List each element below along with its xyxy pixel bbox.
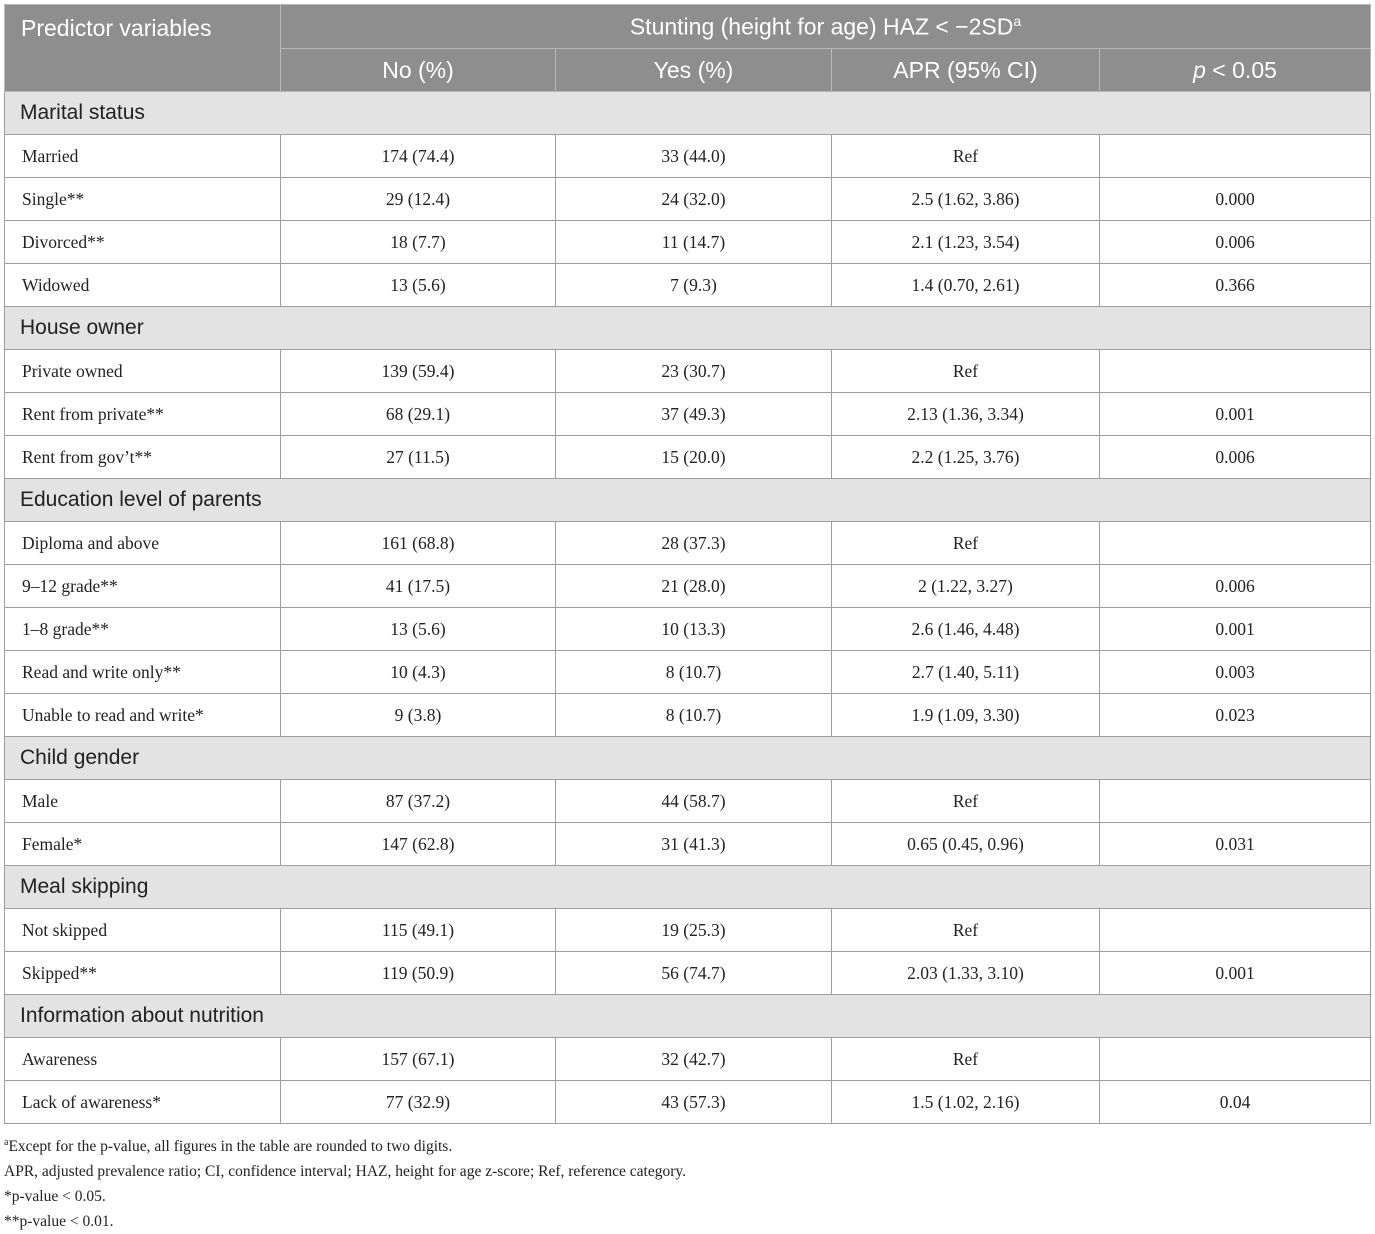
- table-row: [5, 565, 1371, 608]
- cell-p-value: 0.023: [1100, 694, 1371, 737]
- header-yes-label: Yes (%): [653, 56, 734, 83]
- cell-apr: Ref: [832, 1038, 1100, 1081]
- cell-yes-percent: 23 (30.7): [556, 350, 832, 393]
- cell-yes-percent: 15 (20.0): [556, 436, 832, 479]
- cell-apr: 2.03 (1.33, 3.10): [832, 952, 1100, 995]
- cell-yes-percent: 11 (14.7): [556, 221, 832, 264]
- table-row: [5, 823, 1371, 866]
- table-footnotes: [4, 1130, 1370, 1234]
- section-row: [5, 737, 1371, 780]
- cell-yes-percent: 56 (74.7): [556, 952, 832, 995]
- cell-no-percent: 27 (11.5): [281, 436, 556, 479]
- table-row: [5, 651, 1371, 694]
- cell-apr: 1.9 (1.09, 3.30): [832, 694, 1100, 737]
- row-label: Male: [5, 780, 281, 823]
- row-label: Widowed: [5, 264, 281, 307]
- cell-yes-percent: 24 (32.0): [556, 178, 832, 221]
- cell-apr: 0.65 (0.45, 0.96): [832, 823, 1100, 866]
- table-row: [5, 264, 1371, 307]
- header-no-label: No (%): [382, 56, 454, 83]
- section-row: [5, 92, 1371, 135]
- footnote-double-star: **p-value < 0.01.: [4, 1213, 114, 1231]
- row-label: Read and write only**: [5, 651, 281, 694]
- cell-yes-percent: 8 (10.7): [556, 694, 832, 737]
- table-row: [5, 135, 1371, 178]
- cell-no-percent: 68 (29.1): [281, 393, 556, 436]
- row-label: Divorced**: [5, 221, 281, 264]
- cell-apr: 2.1 (1.23, 3.54): [832, 221, 1100, 264]
- row-label: Rent from private**: [5, 393, 281, 436]
- row-label: Lack of awareness*: [5, 1081, 281, 1124]
- row-label: Married: [5, 135, 281, 178]
- cell-no-percent: 29 (12.4): [281, 178, 556, 221]
- stunting-predictor-table: [4, 4, 1371, 1124]
- cell-no-percent: 77 (32.9): [281, 1081, 556, 1124]
- row-label: Not skipped: [5, 909, 281, 952]
- footnote-single-star: *p-value < 0.05.: [4, 1188, 106, 1206]
- row-label: Private owned: [5, 350, 281, 393]
- table-row: [5, 436, 1371, 479]
- section-title: Meal skipping: [5, 866, 1371, 909]
- cell-p-value: 0.031: [1100, 823, 1371, 866]
- row-label: Single**: [5, 178, 281, 221]
- cell-apr: Ref: [832, 350, 1100, 393]
- cell-no-percent: 119 (50.9): [281, 952, 556, 995]
- cell-yes-percent: 8 (10.7): [556, 651, 832, 694]
- cell-p-value: 0.04: [1100, 1081, 1371, 1124]
- table-row: [5, 780, 1371, 823]
- table-row: [5, 350, 1371, 393]
- cell-no-percent: 18 (7.7): [281, 221, 556, 264]
- cell-apr: Ref: [832, 522, 1100, 565]
- row-label: Unable to read and write*: [5, 694, 281, 737]
- section-title: Information about nutrition: [5, 995, 1371, 1038]
- cell-apr: 2.5 (1.62, 3.86): [832, 178, 1100, 221]
- table-row: [5, 1038, 1371, 1081]
- cell-apr: 2.6 (1.46, 4.48): [832, 608, 1100, 651]
- footnote-a-mark: a: [4, 1137, 9, 1148]
- section-title: Education level of parents: [5, 479, 1371, 522]
- cell-p-value: 0.001: [1100, 608, 1371, 651]
- header-p-italic: p: [1193, 56, 1206, 83]
- footnote-a-text: Except for the p-value, all figures in the table are rounded to two digits.: [8, 1138, 453, 1156]
- cell-apr: Ref: [832, 780, 1100, 823]
- table-header: [5, 5, 1371, 92]
- section-row: [5, 307, 1371, 350]
- cell-no-percent: 13 (5.6): [281, 608, 556, 651]
- cell-yes-percent: 32 (42.7): [556, 1038, 832, 1081]
- header-predictor-variables: [5, 5, 281, 92]
- cell-yes-percent: 21 (28.0): [556, 565, 832, 608]
- cell-no-percent: 10 (4.3): [281, 651, 556, 694]
- cell-no-percent: 147 (62.8): [281, 823, 556, 866]
- cell-p-value: [1100, 909, 1371, 952]
- cell-yes-percent: 31 (41.3): [556, 823, 832, 866]
- cell-apr: 2.13 (1.36, 3.34): [832, 393, 1100, 436]
- table-row: [5, 1081, 1371, 1124]
- cell-no-percent: 87 (37.2): [281, 780, 556, 823]
- cell-no-percent: 161 (68.8): [281, 522, 556, 565]
- cell-apr: 2 (1.22, 3.27): [832, 565, 1100, 608]
- section-row: [5, 866, 1371, 909]
- cell-p-value: [1100, 1038, 1371, 1081]
- table-row: [5, 178, 1371, 221]
- section-row: [5, 995, 1371, 1038]
- cell-p-value: 0.000: [1100, 178, 1371, 221]
- row-label: Awareness: [5, 1038, 281, 1081]
- header-p-value: [1100, 49, 1371, 92]
- footnote-a: [4, 1130, 1370, 1159]
- footnote-abbreviations: APR, adjusted prevalence ratio; CI, confidence interval; HAZ, height for age z-score; Ref, reference category.: [4, 1163, 686, 1181]
- table-row: [5, 952, 1371, 995]
- row-label: Rent from gov’t**: [5, 436, 281, 479]
- header-stunting-footnote-mark: a: [1013, 12, 1022, 29]
- cell-apr: Ref: [832, 909, 1100, 952]
- header-apr-label: APR (95% CI): [893, 56, 1038, 83]
- row-label: Female*: [5, 823, 281, 866]
- header-p-rest: < 0.05: [1205, 56, 1277, 83]
- cell-p-value: 0.006: [1100, 436, 1371, 479]
- cell-apr: 2.7 (1.40, 5.11): [832, 651, 1100, 694]
- cell-p-value: [1100, 135, 1371, 178]
- cell-no-percent: 157 (67.1): [281, 1038, 556, 1081]
- table-row: [5, 694, 1371, 737]
- header-stunting-group: [281, 5, 1371, 49]
- table-row: [5, 393, 1371, 436]
- table-row: [5, 909, 1371, 952]
- cell-no-percent: 174 (74.4): [281, 135, 556, 178]
- cell-p-value: 0.001: [1100, 952, 1371, 995]
- cell-apr: 2.2 (1.25, 3.76): [832, 436, 1100, 479]
- section-row: [5, 479, 1371, 522]
- table-row: [5, 221, 1371, 264]
- cell-p-value: 0.006: [1100, 565, 1371, 608]
- cell-yes-percent: 28 (37.3): [556, 522, 832, 565]
- cell-p-value: [1100, 522, 1371, 565]
- cell-no-percent: 115 (49.1): [281, 909, 556, 952]
- cell-yes-percent: 43 (57.3): [556, 1081, 832, 1124]
- table-row: [5, 522, 1371, 565]
- cell-no-percent: 41 (17.5): [281, 565, 556, 608]
- cell-no-percent: 13 (5.6): [281, 264, 556, 307]
- cell-p-value: 0.003: [1100, 651, 1371, 694]
- cell-apr: Ref: [832, 135, 1100, 178]
- section-title: Child gender: [5, 737, 1371, 780]
- cell-p-value: 0.001: [1100, 393, 1371, 436]
- table-row: [5, 608, 1371, 651]
- row-label: 1–8 grade**: [5, 608, 281, 651]
- cell-apr: 1.5 (1.02, 2.16): [832, 1081, 1100, 1124]
- header-yes: [556, 49, 832, 92]
- cell-yes-percent: 33 (44.0): [556, 135, 832, 178]
- cell-no-percent: 9 (3.8): [281, 694, 556, 737]
- cell-apr: 1.4 (0.70, 2.61): [832, 264, 1100, 307]
- header-predictor-label: Predictor variables: [21, 15, 212, 41]
- cell-yes-percent: 7 (9.3): [556, 264, 832, 307]
- cell-yes-percent: 37 (49.3): [556, 393, 832, 436]
- section-title: House owner: [5, 307, 1371, 350]
- header-no: [281, 49, 556, 92]
- cell-p-value: [1100, 780, 1371, 823]
- header-stunting-title: Stunting (height for age) HAZ < −2SD: [629, 13, 1014, 40]
- cell-yes-percent: 10 (13.3): [556, 608, 832, 651]
- table-body: [5, 92, 1371, 1124]
- cell-p-value: [1100, 350, 1371, 393]
- section-title: Marital status: [5, 92, 1371, 135]
- header-apr: [832, 49, 1100, 92]
- row-label: Skipped**: [5, 952, 281, 995]
- cell-yes-percent: 19 (25.3): [556, 909, 832, 952]
- table-container: [4, 4, 1370, 1234]
- cell-p-value: 0.006: [1100, 221, 1371, 264]
- cell-no-percent: 139 (59.4): [281, 350, 556, 393]
- cell-p-value: 0.366: [1100, 264, 1371, 307]
- row-label: Diploma and above: [5, 522, 281, 565]
- cell-yes-percent: 44 (58.7): [556, 780, 832, 823]
- row-label: 9–12 grade**: [5, 565, 281, 608]
